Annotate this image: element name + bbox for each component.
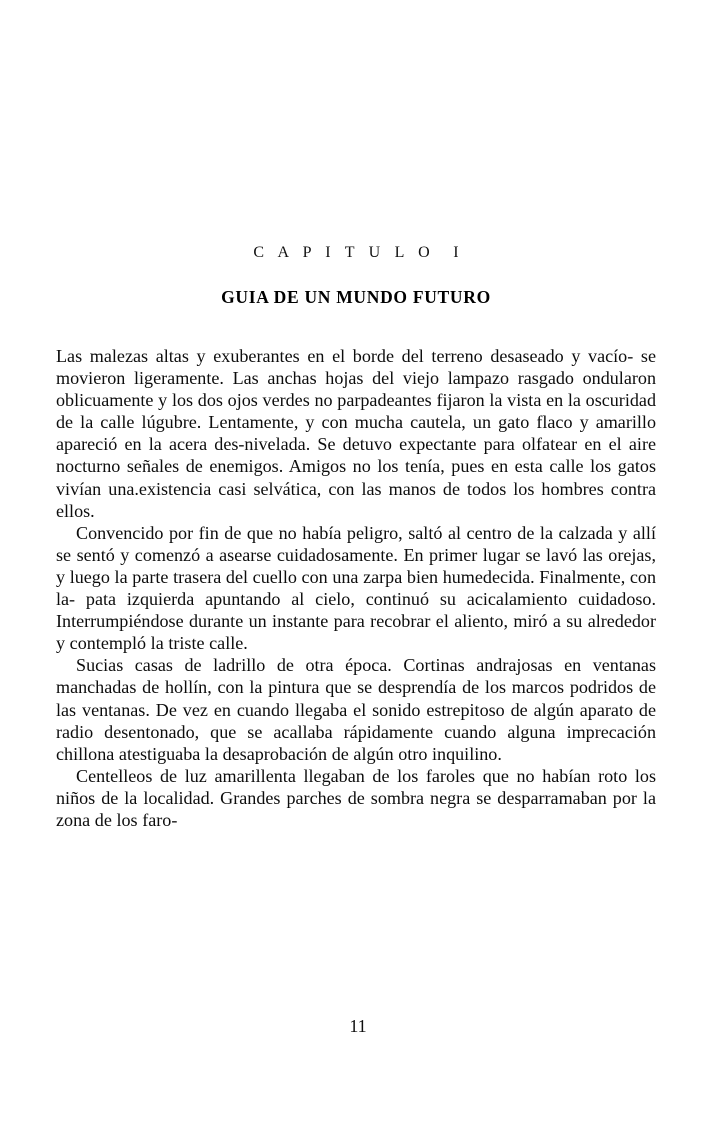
paragraph: Centelleos de luz amarillenta llegaban de los faroles que no habían roto los niños de la localidad. Grandes parches de sombra negra se desparramaban por la zona de los faro- <box>56 765 656 830</box>
paragraph: Sucias casas de ladrillo de otra época. Cortinas andrajosas en ventanas manchadas de hollín, con la pintura que se desprendía de los marcos podridos de las ventanas. De vez en cuando llegaba el sonido estrepitoso de algún aparato de radio desentonado, que se acallaba rápidamente cuando alguna imprecación chillona atestiguaba la desaprobación de algún otro inquilino. <box>56 655 656 764</box>
chapter-title: GUIA DE UN MUNDO FUTURO <box>221 287 491 307</box>
paragraph: Convencido por fin de que no había peligro, saltó al centro de la calzada y allí se sentó y comenzó a asearse cuidadosamente. En primer lugar se lavó las orejas, y luego la parte trasera del cuello con una zarpa bien humedecida. Finalmente, con la- pata izquierda apuntando al cielo, continuó su acicalamiento cuidadoso. Interrumpiéndose durante un instante para recobrar el aliento, miró a su alrededor y contempló la triste calle. <box>56 522 656 654</box>
page-number: 11 <box>349 1016 367 1036</box>
body-text <box>56 308 656 831</box>
chapter-label: C A P I T U L O I <box>253 244 464 261</box>
page-content <box>56 0 656 831</box>
paragraph: Las malezas altas y exuberantes en el borde del terreno desaseado y vacío- se movieron ligeramente. Las anchas hojas del viejo lampazo rasgado ondularon oblicuamente y los dos ojos verdes no parpadeantes fijaron la vista en la oscuridad de la calle lúgubre. Lentamente, y con mucha cautela, un gato flaco y amarillo apareció en la acera des-nivelada. Se detuvo expectante para olfatear en el aire nocturno señales de enemigos. Amigos no los tenía, pues en esta calle los gatos vivían una.existencia casi selvática, con las manos de todos los hombres contra ellos. <box>56 346 656 521</box>
